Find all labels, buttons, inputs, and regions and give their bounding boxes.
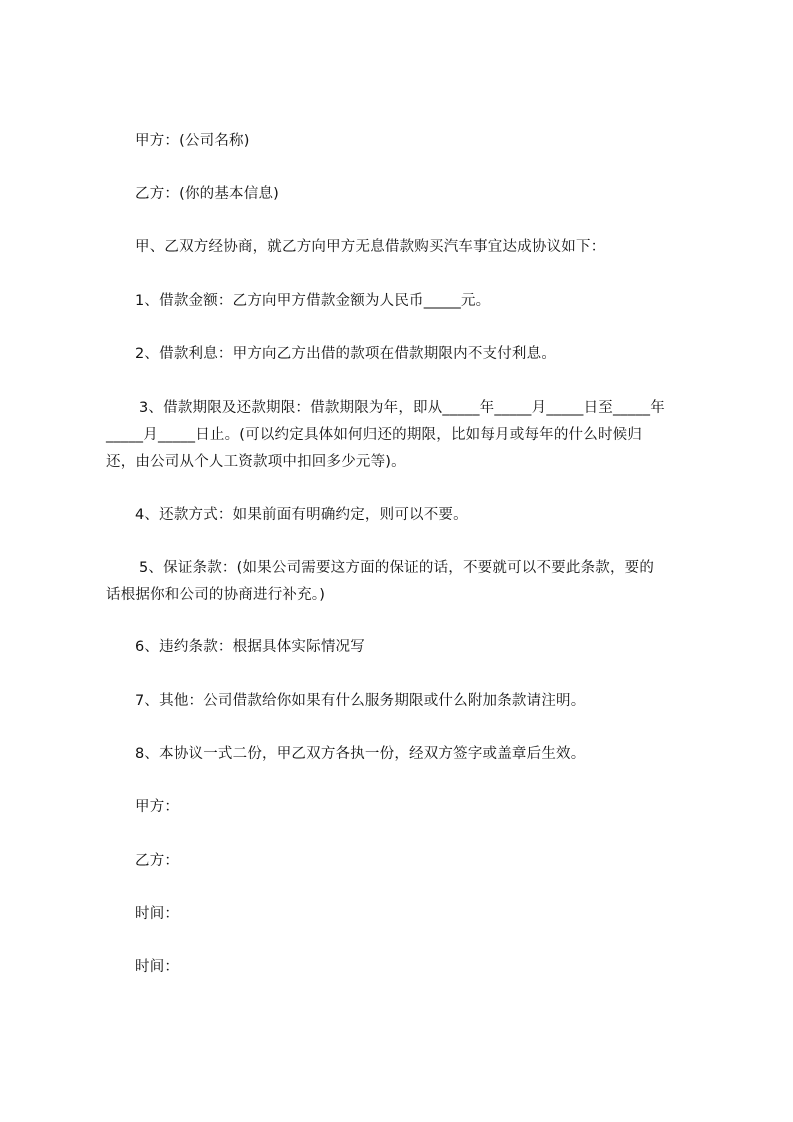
signature-date-1: 时间： [135, 906, 180, 922]
signature-party-b: 乙方： [135, 853, 180, 869]
clause-3-line-1: 3、借款期限及还款期限：借款期限为年，即从_____年_____月_____日至_____年 [139, 400, 665, 416]
clause-7: 7、其他：公司借款给你如果有什么服务期限或什么附加条款请注明。 [135, 693, 586, 709]
party-a-header: 甲方：(公司名称) [135, 133, 250, 149]
signature-date-2: 时间： [135, 959, 180, 975]
clause-4: 4、还款方式：如果前面有明确约定，则可以不要。 [135, 507, 468, 523]
clause-3-line-3: 还，由公司从个人工资款项中扣回多少元等)。 [106, 454, 406, 470]
clause-5-line-2: 话根据你和公司的协商进行补充。) [106, 587, 326, 603]
clause-3-line-2: _____月_____日止。(可以约定具体如何归还的期限，比如每月或每年的什么时候归 [106, 427, 643, 443]
clause-2: 2、借款利息：甲方向乙方出借的款项在借款期限内不支付利息。 [135, 346, 557, 362]
agreement-intro: 甲、乙双方经协商，就乙方向甲方无息借款购买汽车事宜达成协议如下： [135, 239, 606, 255]
party-b-header: 乙方：(你的基本信息) [135, 186, 280, 202]
clause-5-line-1: 5、保证条款：(如果公司需要这方面的保证的话，不要就可以不要此条款，要的 [139, 560, 655, 576]
clause-6: 6、违约条款：根据具体实际情况写 [135, 639, 365, 655]
clause-8: 8、本协议一式二份，甲乙双方各执一份，经双方签字或盖章后生效。 [135, 746, 586, 762]
signature-party-a: 甲方： [135, 799, 180, 815]
clause-1: 1、借款金额：乙方向甲方借款金额为人民币_____元。 [135, 293, 491, 309]
